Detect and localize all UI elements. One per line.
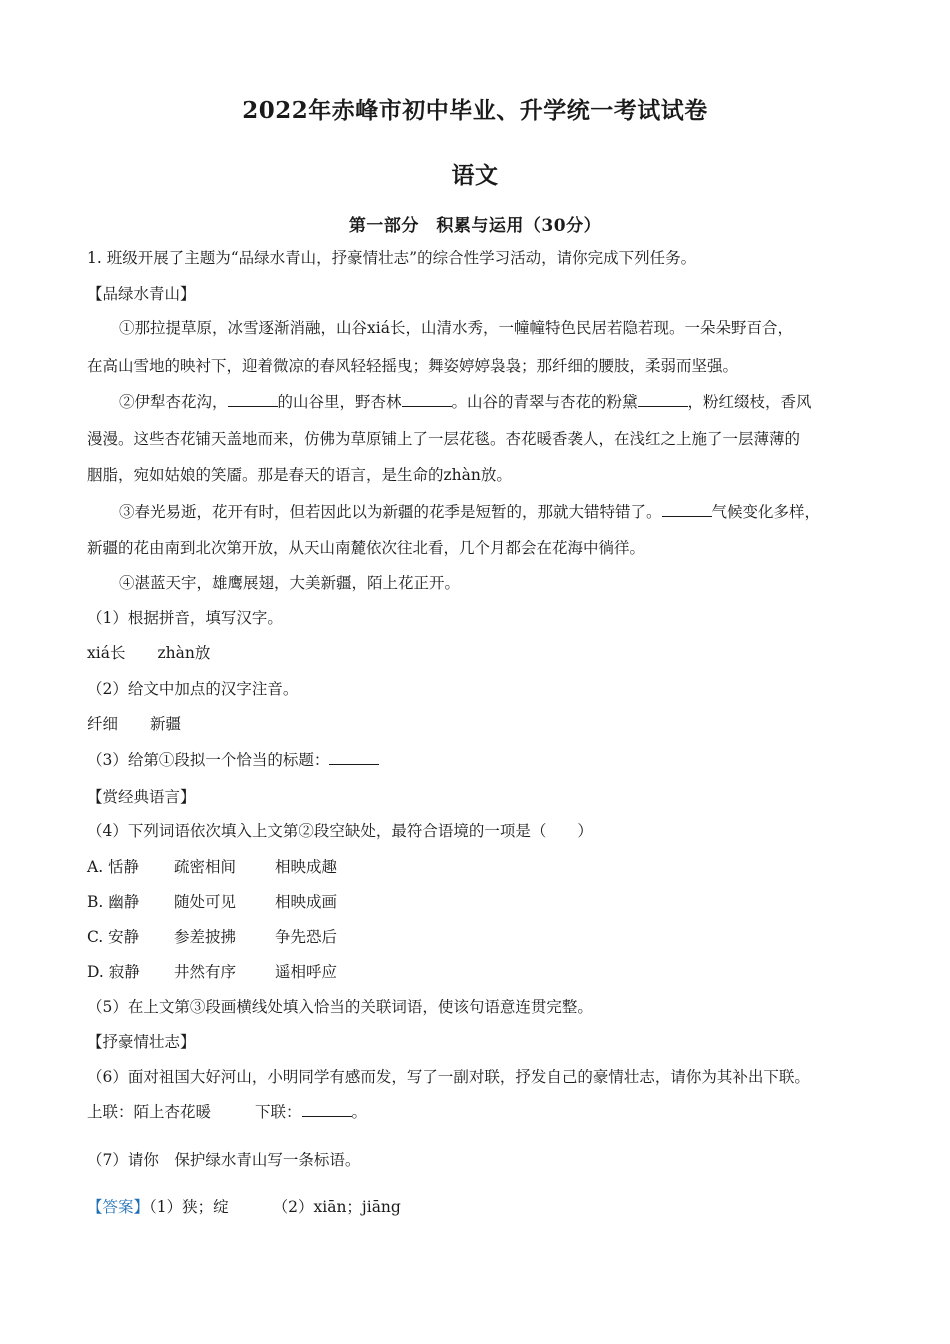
paragraph-1-line-1: ①那拉提草原，冰雪逐渐消融，山谷xiá长，山清水秀，一幢幢特色民居若隐若现。一朵朵野百合， — [119, 319, 793, 337]
option-word-3: 相映成画 — [275, 893, 338, 911]
option-c — [87, 927, 877, 947]
option-word-3: 遥相呼应 — [275, 963, 338, 981]
part-title: 第一部分 积累与运用（30分） — [348, 216, 602, 236]
sub-question-5: （5）在上文第③段画横线处填入恰当的关联词语，使该句语意连贯完整。 — [87, 998, 593, 1016]
option-label: C. 安静 — [87, 928, 140, 946]
sub-question-4: （4）下列词语依次填入上文第②段空缺处，最符合语境的一项是（ ） — [87, 822, 593, 840]
sub-question-7: （7）请你 保护绿水青山写一条标语。 — [87, 1151, 361, 1169]
couplet-line — [87, 1102, 877, 1122]
couplet-upper: 上联：陌上杏花暖 — [87, 1103, 212, 1121]
option-label: A. 恬静 — [87, 858, 140, 876]
sub-question-1-items — [87, 643, 877, 663]
annotate-item-b: 新疆 — [150, 715, 182, 733]
section-heading-2: 【赏经典语言】 — [87, 788, 196, 806]
paragraph-2-seg-b: 的山谷里，野杏林 — [277, 393, 402, 411]
paragraph-2-line-3: 胭脂，宛如姑娘的笑靥。那是春天的语言，是生命的zhàn放。 — [87, 466, 512, 484]
fill-blank — [662, 515, 712, 517]
option-word-2: 井然有序 — [174, 963, 237, 981]
section-heading-3: 【抒豪情壮志】 — [87, 1033, 196, 1051]
sub-question-2-items — [87, 714, 877, 734]
paragraph-2-line-2: 漫漫。这些杏花铺天盖地而来，仿佛为草原铺上了一层花毯。杏花暖香袭人，在浅红之上施了一层薄薄的 — [87, 430, 801, 448]
fill-blank — [402, 405, 452, 407]
answer-part-1: （1）狭；绽 — [149, 1198, 229, 1216]
couplet-lower-label: 下联： — [255, 1103, 302, 1121]
option-label: D. 寂静 — [87, 963, 140, 981]
fill-blank — [329, 763, 379, 765]
option-b — [87, 892, 877, 912]
sub-question-3 — [87, 750, 877, 770]
paragraph-3-seg-a: ③春光易逝，花开有时，但若因此以为新疆的花季是短暂的，那就大错特错了。 — [119, 503, 662, 521]
option-word-2: 疏密相间 — [174, 858, 237, 876]
sub-question-6: （6）面对祖国大好河山，小明同学有感而发，写了一副对联，抒发自己的豪情壮志，请你为其补出下联。 — [87, 1068, 810, 1086]
sub-question-1: （1）根据拼音，填写汉字。 — [87, 609, 283, 627]
fill-blank — [638, 405, 688, 407]
couplet-end: 。 — [351, 1103, 368, 1121]
paragraph-1-line-2: 在高山雪地的映衬下，迎着微凉的春风轻轻摇曳；舞姿婷婷袅袅；那纤细的腰肢，柔弱而坚强。 — [87, 357, 739, 375]
option-d — [87, 962, 877, 982]
paragraph-2-line-1 — [119, 392, 877, 412]
subject-title: 语文 — [451, 162, 499, 189]
answer-line — [87, 1197, 877, 1217]
option-word-3: 争先恐后 — [275, 928, 338, 946]
exam-title: 2022年赤峰市初中毕业、升学统一考试试卷 — [242, 97, 708, 124]
sub-question-2: （2）给文中加点的汉字注音。 — [87, 680, 299, 698]
option-word-3: 相映成趣 — [275, 858, 338, 876]
pinyin-item-a: xiá长 — [87, 644, 126, 662]
sub-question-3-text: （3）给第①段拟一个恰当的标题： — [87, 751, 330, 769]
answer-part-2: （2）xiān；jiāng — [272, 1198, 401, 1216]
option-word-2: 随处可见 — [174, 893, 237, 911]
pinyin-item-b: zhàn放 — [157, 644, 211, 662]
fill-blank — [228, 405, 278, 407]
option-word-2: 参差披拂 — [174, 928, 237, 946]
paragraph-2-seg-c: 。山谷的青翠与杏花的粉黛 — [451, 393, 638, 411]
annotate-item-a: 纤细 — [87, 715, 119, 733]
paragraph-2-seg-d: ，粉红缀枝，香风 — [687, 393, 812, 411]
paragraph-3-line-1 — [119, 502, 877, 522]
question-intro: 1. 班级开展了主题为“品绿水青山，抒豪情壮志”的综合性学习活动，请你完成下列任务。 — [87, 249, 697, 267]
paragraph-2-seg-a: ②伊犁杏花沟， — [119, 393, 228, 411]
section-heading-1: 【品绿水青山】 — [87, 285, 196, 303]
paragraph-3-line-2: 新疆的花由南到北次第开放，从天山南麓依次往北看，几个月都会在花海中徜徉。 — [87, 539, 646, 557]
paragraph-3-seg-b: 气候变化多样， — [711, 503, 821, 521]
option-a — [87, 857, 877, 877]
answer-tag: 【答案】 — [87, 1198, 150, 1216]
option-label: B. 幽静 — [87, 893, 140, 911]
fill-blank — [302, 1115, 352, 1117]
paragraph-4-line-1: ④湛蓝天宇，雄鹰展翅，大美新疆，陌上花正开。 — [119, 574, 461, 592]
